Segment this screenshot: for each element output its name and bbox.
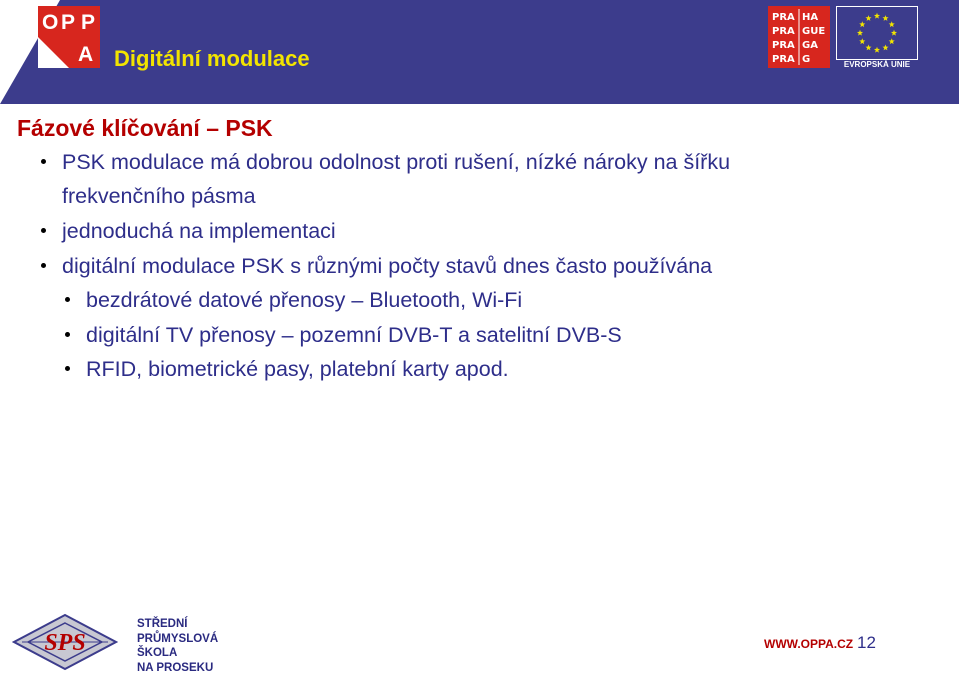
praha-logo-text: GUE	[802, 26, 826, 37]
sub-list-item: RFID, biometrické pasy, platební karty apod.	[86, 352, 509, 386]
list-item: jednoduchá na implementaci	[62, 214, 336, 248]
praha-logo-text: PRA	[772, 40, 795, 51]
sub-list-item: bezdrátové datové přenosy – Bluetooth, Wi-Fi	[86, 283, 522, 317]
praha-logo-text: HA	[802, 12, 819, 23]
opp-logo-letter: P	[61, 11, 76, 34]
opp-logo-letter: O	[42, 11, 59, 34]
sps-logo-text: SPS	[44, 630, 86, 656]
list-item-continuation: frekvenčního pásma	[62, 184, 256, 208]
page-title: Digitální modulace	[114, 46, 310, 71]
praha-logo-text: PRA	[772, 54, 795, 65]
school-name	[137, 617, 257, 675]
praha-logo-text: PRA	[772, 12, 795, 23]
praha-logo-text: PRA	[772, 26, 795, 37]
opp-logo-letter: A	[78, 43, 94, 66]
sps-school-logo-icon	[12, 613, 118, 671]
praha-logo-text: GA	[802, 40, 818, 51]
school-name-line: STŘEDNÍ	[137, 618, 188, 630]
school-name-line: NA PROSEKU	[137, 661, 214, 674]
school-name-line: PRŮMYSLOVÁ	[137, 632, 219, 645]
eu-label: EVROPSKÁ UNIE	[843, 60, 911, 69]
page-number: 12	[857, 633, 876, 652]
section-title: Fázové klíčování – PSK	[17, 115, 273, 141]
footer-url-link[interactable]: WWW.OPPA.CZ	[764, 637, 854, 651]
list-item: digitální modulace PSK s různými počty stavů dnes často používána	[62, 249, 712, 283]
school-name-line: ŠKOLA	[137, 647, 178, 659]
opp-logo-letter: P	[81, 11, 96, 34]
praha-logo-text: G	[802, 54, 811, 65]
list-item: PSK modulace má dobrou odolnost proti rušení, nízké nároky na šířku	[62, 145, 730, 179]
sub-list-item: digitální TV přenosy – pozemní DVB-T a satelitní DVB-S	[86, 318, 622, 352]
